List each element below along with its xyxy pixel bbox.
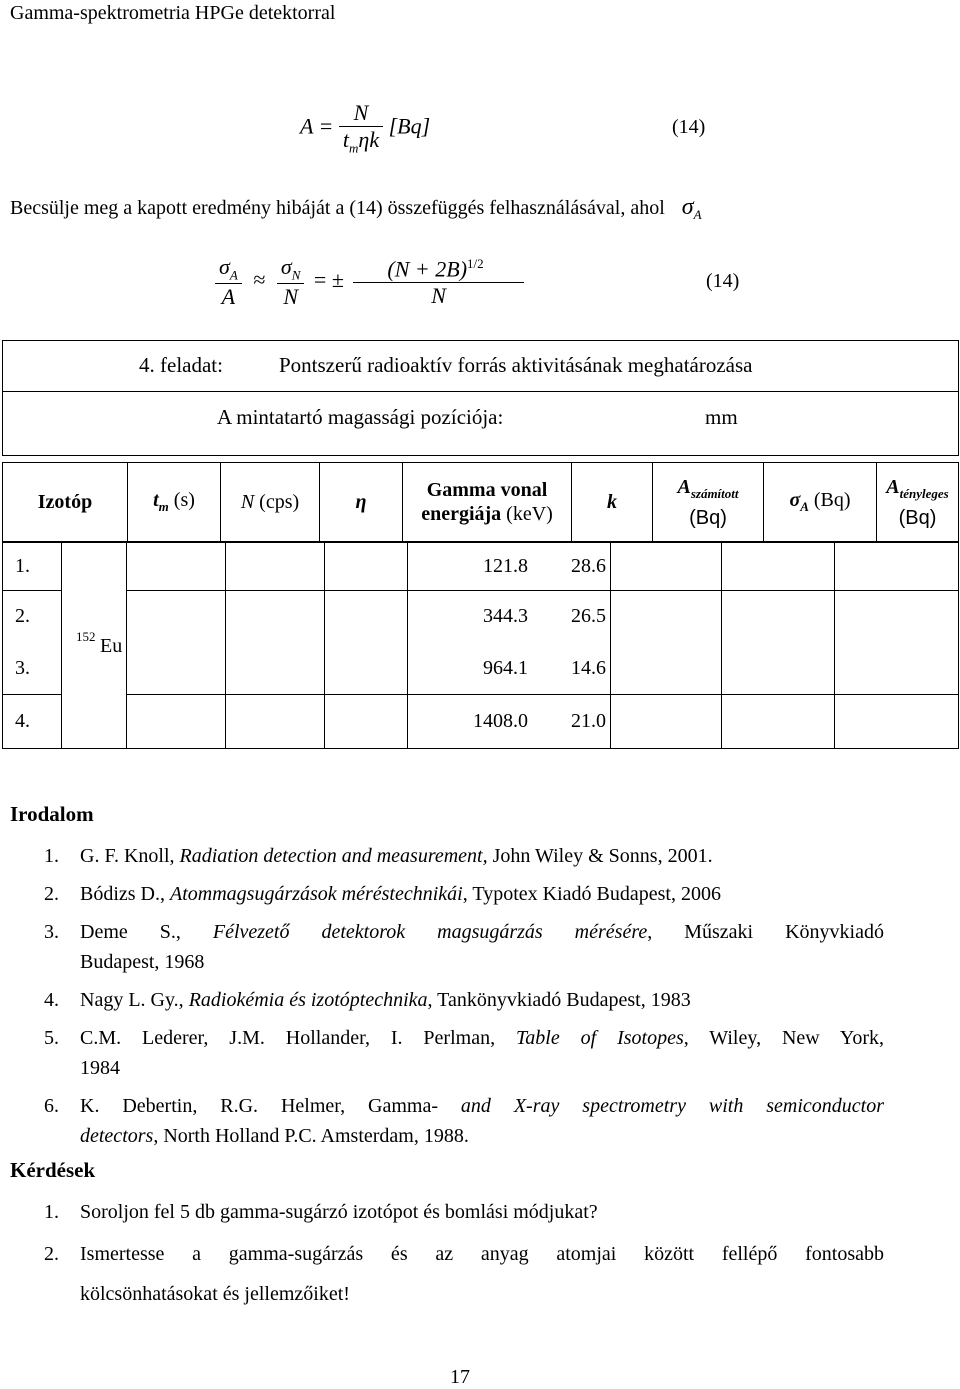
col-sigma: $\sigma_A$ (Bq) [764,463,877,542]
col-isotope: Izotóp [3,463,128,542]
results-table-header [2,462,959,542]
eq1-lhs: A = [300,113,334,139]
height-label: A mintatartó magassági pozíciója: [217,405,504,429]
references-title: Irodalom [10,802,94,826]
col-a-calc: $A_{számított}$ (Bq) [653,463,764,542]
row-number: 2. [3,591,62,643]
eq1-unit: [Bq] [388,113,431,139]
k-value: 21.0 [534,695,611,749]
energy-value: 344.3 [408,591,535,643]
task-title: 4. feladat: [139,353,223,377]
col-eta: η [320,463,403,542]
energy-value: 121.8 [408,543,535,591]
reference-item: 2. Bódizs D., Atommagsugárzások méréstechnikái, Typotex Kiadó Budapest, 2006 [44,883,721,905]
energy-value: 1408.0 [408,695,535,749]
reference-item: 6. K. Debertin, R.G. Helmer, Gamma- and X-ray spectrometry with semiconductor detectors, North Holland P.C. Amsterdam, 1988. [44,1095,884,1147]
paragraph-estimate: Becsülje meg a kapott eredmény hibáját a (14) összefüggés felhasználásával, ahol $\sigma_A$ [10,194,702,222]
eq1-fraction: $\frac{N}{t_m\eta k}$ [339,100,383,156]
row-number: 1. [3,543,62,591]
reference-item: 3. Deme S., Félvezető detektorok magsugárzás mérésére, Műszaki Könyvkiadó Budapest, 1968 [44,921,884,973]
row-number: 4. [3,695,62,749]
reference-item: 5. C.M. Lederer, J.M. Hollander, I. Perlman, Table of Isotopes, Wiley, New York, 1984 [44,1027,885,1079]
task-divider [3,391,958,392]
k-value: 14.6 [534,643,611,695]
k-value: 28.6 [534,543,611,591]
question-item: 2. Ismertesse a gamma-sugárzás és az anyag atomjai között fellépő fontosabb kölcsönhatásokat és jellemzőiket! [44,1243,884,1305]
reference-item: 1. G. F. Knoll, Radiation detection and measurement, John Wiley & Sonns, 2001. [44,845,713,867]
isotope-cell: 152 Eu [62,543,127,749]
page-number: 17 [450,1366,470,1388]
page-header: Gamma-spektrometria HPGe detektorral [10,2,336,24]
col-k: k [572,463,653,542]
question-item: 1. Soroljon fel 5 db gamma-sugárzó izotópot és bomlási módjukat? [44,1201,598,1223]
results-table-body [2,542,959,749]
reference-item: 4. Nagy L. Gy., Radiokémia és izotóptechnika, Tankönyvkiadó Budapest, 1983 [44,989,691,1011]
energy-value: 964.1 [408,643,535,695]
height-unit: mm [705,405,738,429]
k-value: 26.5 [534,591,611,643]
task-box [2,340,959,456]
col-n: N (cps) [221,463,320,542]
equation-activity [300,100,430,156]
col-gamma-energy: Gamma vonal energiája (keV) [403,463,572,542]
eq1-number: (14) [672,116,706,138]
eq2-number: (14) [706,270,740,292]
col-a-real: $A_{tényleges}$ (Bq) [877,463,959,542]
row-number: 3. [3,643,62,695]
task-subject: Pontszerű radioaktív forrás aktivitásának meghatározása [279,353,753,377]
col-tm: $t_m$ (s) [128,463,221,542]
questions-title: Kérdések [10,1158,96,1182]
equation-error: $\frac{\sigma_A}{A}$ ≈ $\frac{\sigma_N}{N}$ = ± $\frac{(N + 2B)^{1/2}}{N}$ [215,254,524,310]
